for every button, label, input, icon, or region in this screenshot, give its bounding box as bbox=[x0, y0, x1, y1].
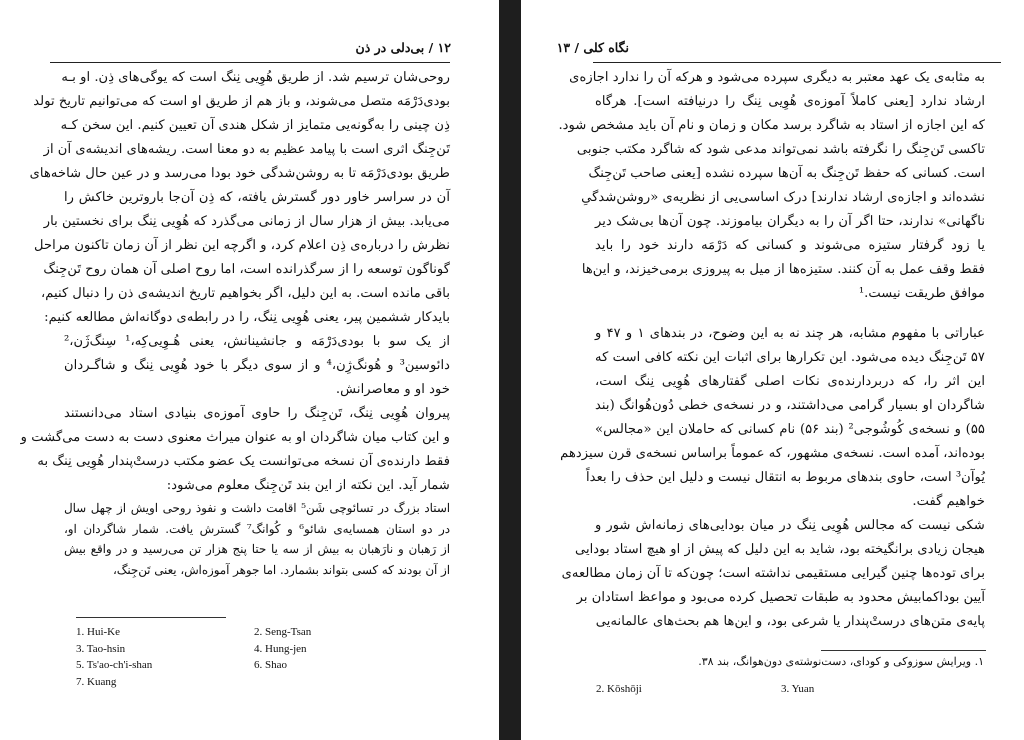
text-line: نشده‌اند و اجازه‌ی ارشاد ندارند] درک اساسی‌یی از نظریه‌ی «روشن‌شدگیِ bbox=[581, 190, 985, 205]
text-line: خود او و معاصرانش. bbox=[335, 382, 450, 397]
text-line: برای توده‌ها چنین گیرایی مستقیمی نداشته است؛ چون‌که تا آن زمان مطالعه‌ی bbox=[561, 566, 985, 581]
footnote-entry: 2. Kōshōji bbox=[596, 683, 642, 695]
text-line: هیجان زیادی برانگیخته بود، شاید به این دلیل که پیش از او هیچ استاد بودایی bbox=[574, 542, 985, 557]
footnote-row bbox=[76, 674, 456, 691]
left-footnotes bbox=[76, 624, 456, 690]
text-line: روحی‌شان ترسیم شد. از طریق هُوِیی نِنگ است که یوگی‌های ذِن. او بـه bbox=[61, 70, 450, 85]
text-line: به مثابه‌ی یک عهد معتبر به دیگری سپرده می‌شود و هرکه آن را ندارد اجازه‌ی bbox=[569, 70, 985, 85]
text-line: عباراتی با مفهوم مشابه، هر چند نه به این وضوح، در بندهای ۱ و ۴۷ و bbox=[595, 326, 985, 341]
text-line: باقی مانده است. به این دلیل، اگر بخواهیم تاریخ اندیشه‌ی ذن را دنبال کنیم، bbox=[40, 286, 450, 301]
left-footnote-rule bbox=[76, 617, 226, 618]
text-line: یُوآن³ است، حاوی بندهای مربوط به انتقال نیست و دلیل این حذف را بعداً bbox=[586, 470, 985, 485]
footnote-row bbox=[76, 641, 456, 658]
text-line: شاگردان او بسیار گرامی می‌داشتند، و در نسخه‌ی خطی دُون‌هُوانگ (بند bbox=[595, 398, 985, 413]
text-line: آیین بوداکمابیش محدود به طبقات تحصیل کرده می‌بود و مواعظ استادان بر bbox=[576, 590, 985, 605]
left-page-header: ۱۲ / بی‌دلی در ذن bbox=[355, 40, 451, 55]
text-line: تاکسی تَن‌جِنگ را نگرفته باشد نمی‌تواند مدعی شود که شاگرد مکتب جنوبی bbox=[576, 142, 985, 157]
footnote-entry: 5. Ts'ao-ch'i-shan bbox=[76, 659, 153, 671]
paragraph-gap bbox=[595, 306, 985, 322]
text-line: از آن بودند که کسی بتواند بشمارد. اما جوهر آموزه‌اش، یعنی تَن‌جِنگ، bbox=[112, 562, 450, 577]
text-line: گوناگون توسعه را از سرگذرانده است، اما روح اصلی آن همان روح تَن‌جِنگ bbox=[43, 262, 450, 277]
footnote-entry: 6. Shao bbox=[254, 659, 287, 671]
footnote-entry: 2. Seng-Tsan bbox=[254, 626, 312, 638]
right-header-rule bbox=[593, 62, 1001, 63]
footnote-entry: 1. Hui-Ke bbox=[76, 626, 120, 638]
footnote-entry: 4. Hung-jen bbox=[254, 642, 307, 655]
text-line: و این کتاب میان شاگردان او به عنوان میراث معنوی دست به دست می‌گشت و bbox=[20, 430, 450, 445]
text-line: شمار آید. این نکته از این بند تَن‌جِنگ معلوم می‌شود: bbox=[166, 478, 450, 493]
right-footnote-persian: ۱. ویرایش سوزوکی و کودای، دست‌نوشته‌ی دون‌هوانگ، بند ۳۸. bbox=[698, 655, 984, 668]
text-line: از رَهبان و نارَهبان به بیش از سه یا حتا پنج هزار تن می‌رسید و در واقع بیش bbox=[64, 542, 450, 556]
text-line: ارشاد ندارد [یعنی کاملاً آموزه‌ی هُوِیی نِنگ را درنیافته است]. هرگاه bbox=[595, 94, 985, 109]
right-page-header: نگاه کلی / ۱۳ bbox=[556, 40, 629, 55]
text-line: یا زود گرفتار ستیزه می‌شوند و کسانی که دَرْمَه دارند خود را باید bbox=[595, 238, 985, 253]
footnote-entry: 3. Yuan bbox=[781, 683, 815, 695]
text-line: بوده‌اند، آمده است. نسخه‌ی مشهور، که عموماً براساس نسخه‌ی قرن سیزدهم bbox=[560, 446, 985, 461]
text-line: طریق بودی‌دَرْمَه تا به روشن‌شدگی خود بودا می‌رسد و در عین حال شاخه‌های bbox=[29, 166, 450, 181]
left-body-text bbox=[20, 66, 450, 580]
footnote-entry: 3. Tao-hsin bbox=[76, 642, 126, 655]
text-line: پیروان هُوِیی نِنگ، تَن‌جِنگ را حاوی آموزه‌ی بنیادی استاد می‌دانستند bbox=[64, 406, 450, 421]
text-line: ذِن چینی را به‌گونه‌یی متمایز از شکل هندی آن تعیین کنیم. این سخن کـه bbox=[60, 118, 450, 133]
text-line: نظرش را درباره‌ی ذِن اعلام کرد، و اگرچه این نظر از آن زمان تاکنون مراحل bbox=[34, 238, 450, 253]
text-line: ناگهانی» ندارند، حتا اگر آن را به دیگران بیاموزند. چون آن‌ها بی‌شک دیر bbox=[595, 214, 985, 229]
right-body-text bbox=[558, 66, 985, 634]
text-line: دائوسین³ و هُونگ‌ژِن،⁴ و از سوی دیگر با خود هُوِیی نِنگ و شاگـردان bbox=[64, 358, 450, 373]
text-line: که این اجازه از استاد به شاگرد برسد مکان و زمان و نام آن باید مشخص شود. bbox=[558, 118, 985, 133]
text-line: فقط وقف عمل به آن کنند. ستیزه‌ها از میل به پیروزی برمی‌خیزند، و این‌ها bbox=[581, 262, 985, 277]
right-footnotes bbox=[596, 681, 956, 698]
book-gutter bbox=[499, 0, 521, 740]
text-line: این اثر را، که دربردارنده‌ی نکات اصلی گفتارهای هُوِیی نِنگ است، bbox=[595, 374, 985, 389]
text-line: پایه‌ی متن‌های درستْ‌پندار یا شرعی بود، و این‌ها هم بحث‌های عالمانه‌یی bbox=[595, 614, 985, 629]
text-line: فقط دارنده‌ی آن نسخه می‌توانست یک عضو مکتب درستْ‌پندار هُوِیی نِنگ به bbox=[37, 454, 450, 469]
left-header-rule bbox=[50, 62, 450, 63]
text-line: تَن‌جِنگ اثری است با پیامد عظیم به دو معنا است. ریشه‌های اندیشه‌ی آن از bbox=[43, 142, 450, 157]
text-line: در دو استان همسایه‌ی شائو⁶ و کُوانگ⁷ گسترش یافت. شمار شاگردان او، bbox=[64, 521, 450, 536]
text-line: از یک سو با بودی‌دَرْمَه و جانشینانش، یعنی هُـوِیی‌کِه،¹ سِنگ‌ژَن،² bbox=[64, 334, 450, 349]
text-line: ۵۵) و نسخه‌ی کُوشُوجی² (بند ۵۶) نام کسانی که حاملان این «مجالس» bbox=[595, 422, 985, 437]
footnote-entry: 7. Kuang bbox=[76, 675, 117, 688]
left-book-page bbox=[0, 0, 499, 740]
text-line: بودی‌دَرْمَه متصل می‌شوند، و باز هم از طریق او است که می‌توانیم تاریخ تولد bbox=[33, 94, 450, 109]
text-line: خواهیم گفت. bbox=[912, 494, 985, 509]
text-line: می‌یابد. بیش از هزار سال از زمانی می‌گذرد که هُوِیی نِنگ برای نخستین بار bbox=[43, 214, 450, 229]
right-footnote-rule bbox=[821, 650, 986, 651]
text-line: است. کسانی که حفظ تَن‌جِنگ به آن‌ها سپرده نشده [یعنی صاحب تَن‌جِنگ bbox=[588, 166, 985, 181]
text-line: بایدکار ششمین پیر، یعنی هُوِیی نِنگ، را در رابطه‌ی دوگانه‌اش مطالعه کنیم: bbox=[44, 310, 450, 325]
right-book-page bbox=[521, 0, 1024, 740]
text-line: استاد بزرگ در تسائوچی شَن⁵ اقامت داشت و نفوذ روحی اویش از چهل سال bbox=[64, 501, 450, 515]
text-line: آن در سراسر خاور دور گسترش یافته، که ذِن آن‌جا باروترین خاکش را bbox=[64, 190, 450, 205]
text-line: شکی نیست که مجالس هُوِیی نِنگ در میان بودایی‌های زمانه‌اش شور و bbox=[595, 518, 985, 533]
footnote-row bbox=[76, 624, 456, 641]
text-line: موافق طریقت نیست.¹ bbox=[858, 286, 985, 301]
footnote-row bbox=[596, 681, 956, 698]
text-line: ۵۷ تَن‌جِنگ دیده می‌شود. این تکرارها برای اثبات این نکته کافی است که bbox=[595, 350, 985, 365]
footnote-row bbox=[76, 657, 456, 674]
